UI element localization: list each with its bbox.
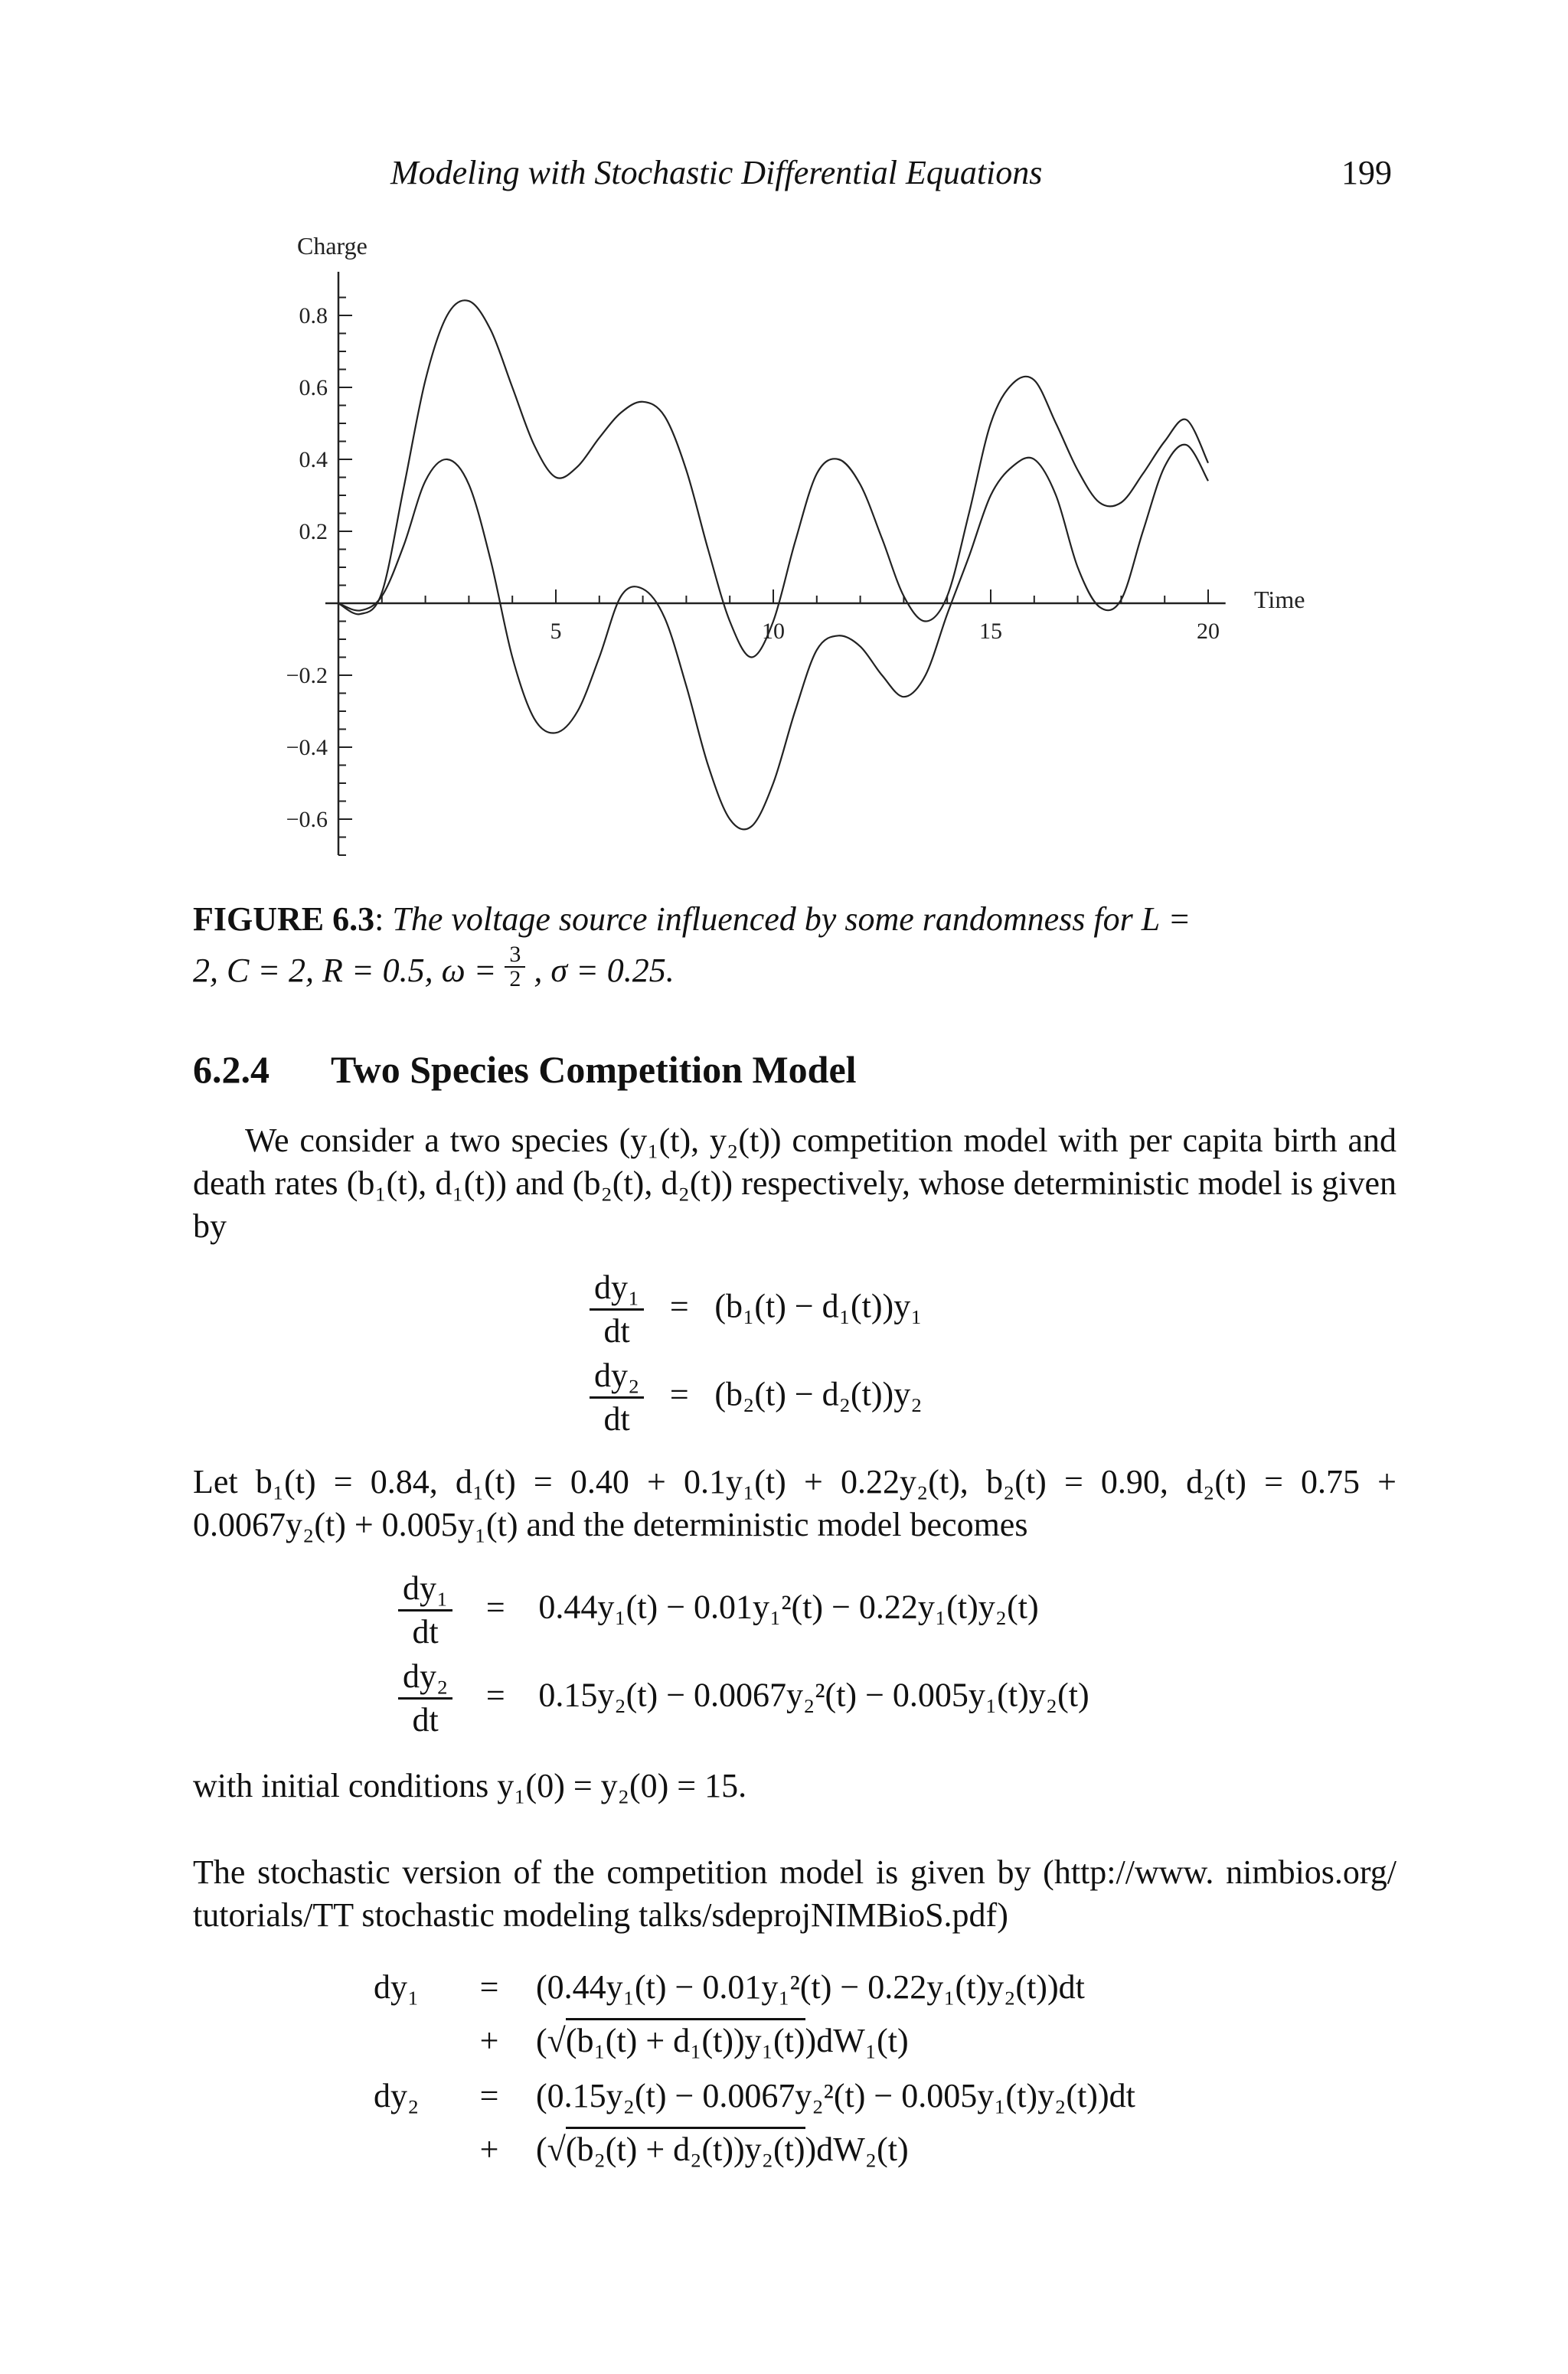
running-header: Modeling with Stochastic Differential Equations: [390, 154, 1043, 191]
paragraph-stochastic: The stochastic version of the competition model is given by (http://www. nimbios.org/ tutorials/TT stochastic modeling talks/sdeprojNIMBioS.pdf): [193, 1853, 1396, 1934]
section-title: Two Species Competition Model: [331, 1048, 857, 1091]
caption-fraction: $\frac{3}{2}$: [505, 943, 525, 991]
sde-2: dy₂ = (0.15y₂(t) − 0.0067y₂²(t) − 0.005y₁(t)y₂(t))dt: [374, 2077, 1135, 2114]
y-tick-label: −0.2: [286, 663, 328, 688]
paragraph-initial-conditions: with initial conditions y₁(0) = y₂(0) = 15.: [193, 1767, 747, 1804]
page-number: 199: [1341, 154, 1392, 191]
y-tick-label: 0.6: [299, 375, 328, 400]
x-tick-label: 20: [1197, 619, 1220, 644]
y-axis-label: Charge: [297, 232, 368, 260]
figure-caption: FIGURE 6.3: The voltage source influenced by some randomness for L = 2, C = 2, R = 0.5, ω = $\frac{3}{2}$ , σ = 0.25.: [193, 900, 1191, 991]
y-tick-label: 0.2: [299, 519, 328, 544]
paragraph-let: Let b₁(t) = 0.84, d₁(t) = 0.40 + 0.1y₁(t) + 0.22y₂(t), b₂(t) = 0.90, d₂(t) = 0.75 + 0.0067y₂(t) + 0.005y₁(t) and the deterministic model becomes: [193, 1463, 1396, 1543]
sde-1: dy₁ = (0.44y₁(t) − 0.01y₁²(t) − 0.22y₁(t)y₂(t))dt: [374, 1968, 1085, 2006]
section-number: 6.2.4: [193, 1048, 270, 1091]
y-tick-label: 0.8: [299, 303, 328, 328]
equation-4: $\frac{\text{dy₂}}{dt}$ = 0.15y₂(t) − 0.0067y₂²(t) − 0.005y₁(t)y₂(t): [398, 1656, 1089, 1741]
chart-series: [338, 300, 1208, 829]
caption-label: FIGURE 6.3: [193, 900, 375, 938]
paragraph-intro: We consider a two species (y₁(t), y₂(t)) competition model with per capita birth and death rates (b₁(t), d₁(t)) and (b₂(t), d₂(t)) respectively, whose deterministic model is given by: [193, 1122, 1396, 1245]
x-tick-label: 10: [762, 619, 785, 644]
caption-params-2b: , σ = 0.25.: [534, 952, 675, 989]
y-tick-label: 0.4: [299, 447, 328, 472]
chart-svg: [0, 0, 1568, 888]
y-tick-label: −0.6: [286, 807, 328, 832]
x-tick-label: 5: [550, 619, 562, 644]
equation-1: $\frac{\text{dy₁}}{dt}$ = (b₁(t) − d₁(t))y₁: [590, 1267, 923, 1352]
figure-chart: [0, 0, 1568, 888]
equation-2: $\frac{\text{dy₂}}{dt}$ = (b₂(t) − d₂(t))y₂: [590, 1355, 923, 1440]
caption-params-2a: 2, C = 2, R = 0.5, ω =: [193, 952, 497, 989]
sde-1-noise: + (√(b₁(t) + d₁(t))y₁(t))dW₁(t): [374, 2021, 909, 2060]
caption-params-1: L =: [1141, 900, 1191, 938]
chart-axes: [286, 232, 1305, 855]
x-tick-label: 15: [979, 619, 1002, 644]
x-axis-label: Time: [1254, 586, 1305, 613]
caption-text: The voltage source influenced by some randomness for: [392, 900, 1133, 938]
y-tick-label: −0.4: [286, 735, 328, 760]
sde-2-noise: + (√(b₂(t) + d₂(t))y₂(t))dW₂(t): [374, 2130, 909, 2169]
section-heading: [193, 1047, 857, 1092]
equation-3: $\frac{\text{dy₁}}{dt}$ = 0.44y₁(t) − 0.01y₁²(t) − 0.22y₁(t)y₂(t): [398, 1568, 1039, 1653]
